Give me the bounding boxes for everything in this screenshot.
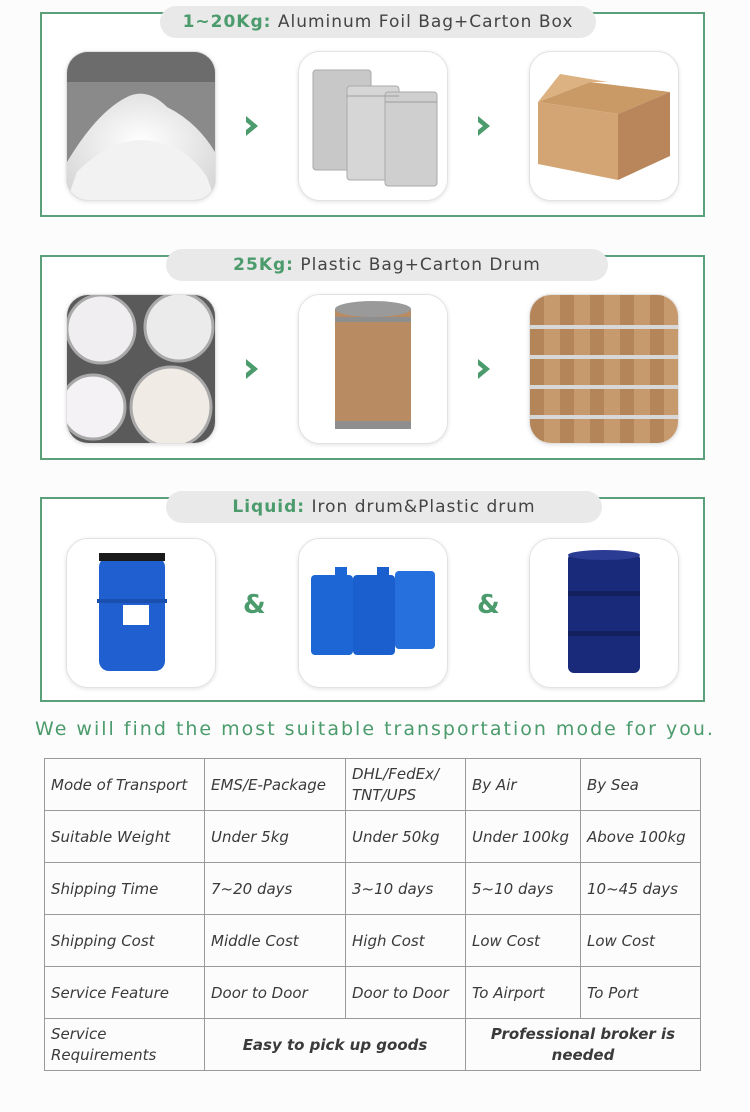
stacked-carton-drums-image (529, 294, 679, 444)
table-cell: 3~10 days (346, 863, 466, 915)
transportation-slogan: We will find the most suitable transportation mode for you. (35, 718, 715, 740)
table-row (45, 1019, 701, 1071)
shipping-comparison-table (44, 758, 701, 1071)
chevron-right-icon (474, 357, 496, 381)
table-cell: 10~45 days (581, 863, 701, 915)
white-powder-pile-image (66, 51, 216, 201)
section-packaging-label: Iron drum&Plastic drum (311, 497, 536, 517)
table-cell: Under 5kg (205, 811, 346, 863)
table-cell: High Cost (346, 915, 466, 967)
table-cell: EMS/E-Package (205, 759, 346, 811)
table-cell: Low Cost (466, 915, 581, 967)
table-cell: Shipping Time (45, 863, 205, 915)
table-row (45, 967, 701, 1019)
aluminum-foil-bags-image (298, 51, 448, 201)
blue-jerrycans-image (298, 538, 448, 688)
table-cell: Mode of Transport (45, 759, 205, 811)
table-cell: To Port (581, 967, 701, 1019)
table-cell: 7~20 days (205, 863, 346, 915)
table-cell: Service Requirements (45, 1019, 205, 1071)
table-cell: Middle Cost (205, 915, 346, 967)
chevron-right-icon (242, 114, 264, 138)
fiber-carton-drum-image (298, 294, 448, 444)
powder-in-drums-image (66, 294, 216, 444)
table-cell: Suitable Weight (45, 811, 205, 863)
table-cell: Shipping Cost (45, 915, 205, 967)
section-weight-label: 1~20Kg: (182, 12, 272, 32)
section-weight-label: Liquid: (232, 497, 306, 517)
ampersand-separator: & (243, 590, 266, 620)
section-title-pill (166, 491, 602, 523)
table-cell: By Air (466, 759, 581, 811)
section-weight-label: 25Kg: (233, 255, 294, 275)
table-cell: Service Feature (45, 967, 205, 1019)
cardboard-carton-box-image (529, 51, 679, 201)
section-packaging-label: Aluminum Foil Bag+Carton Box (277, 12, 574, 32)
table-cell: 5~10 days (466, 863, 581, 915)
table-cell: Above 100kg (581, 811, 701, 863)
section-packaging-label: Plastic Bag+Carton Drum (300, 255, 541, 275)
table-cell: Door to Door (205, 967, 346, 1019)
table-cell: Low Cost (581, 915, 701, 967)
section-title-pill (166, 249, 608, 281)
section-title-pill (160, 6, 596, 38)
table-cell: Easy to pick up goods (205, 1019, 466, 1071)
chevron-right-icon (242, 357, 264, 381)
table-row (45, 915, 701, 967)
chevron-right-icon (474, 114, 496, 138)
table-row (45, 759, 701, 811)
table-cell: Under 50kg (346, 811, 466, 863)
table-cell: Under 100kg (466, 811, 581, 863)
table-cell: Professional broker is needed (466, 1019, 701, 1071)
table-cell: To Airport (466, 967, 581, 1019)
table-row (45, 811, 701, 863)
table-cell: DHL/FedEx/ TNT/UPS (346, 759, 466, 811)
table-cell: By Sea (581, 759, 701, 811)
table-row (45, 863, 701, 915)
blue-iron-drum-image (529, 538, 679, 688)
blue-plastic-drum-image (66, 538, 216, 688)
table-cell: Door to Door (346, 967, 466, 1019)
ampersand-separator: & (477, 590, 500, 620)
